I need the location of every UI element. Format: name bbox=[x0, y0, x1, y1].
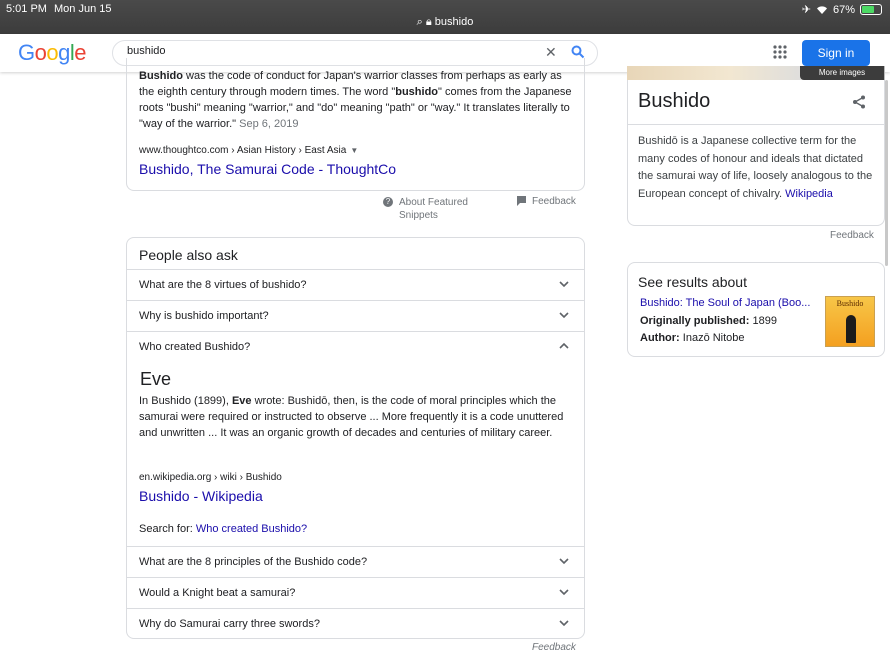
book-cover-image[interactable] bbox=[825, 296, 875, 347]
kp-description-text: Bushidō is a Japanese collective term for the many codes of honour and ideals that dictated the samurai way of life, loosely analogous to the European concept of chivalry. bbox=[638, 135, 873, 200]
scrollbar[interactable] bbox=[885, 80, 888, 266]
sign-in-button[interactable]: Sign in bbox=[802, 40, 870, 66]
paa-question-text: Would a Knight beat a samurai? bbox=[139, 587, 296, 599]
chevron-down-icon bbox=[558, 278, 570, 290]
paa-question-text: Who created Bushido? bbox=[139, 341, 251, 353]
snippet-text-part: was the code of conduct for Japan's warrior classes from perhaps as early as the eighth century through modern times. The word " bbox=[139, 70, 562, 98]
snippet-feedback-label: Feedback bbox=[532, 196, 576, 207]
logo-letter: o bbox=[34, 40, 47, 65]
paa-feedback[interactable]: Feedback bbox=[532, 642, 576, 653]
help-icon: ? bbox=[383, 197, 393, 207]
paa-answer-heading: Eve bbox=[140, 369, 172, 389]
chevron-down-icon bbox=[558, 586, 570, 598]
google-logo[interactable] bbox=[18, 40, 86, 66]
paa-question[interactable] bbox=[127, 608, 584, 639]
featured-snippet bbox=[126, 58, 585, 191]
author-value: Inazō Nitobe bbox=[679, 332, 745, 344]
chevron-down-icon bbox=[558, 555, 570, 567]
paa-title: People also ask bbox=[139, 247, 238, 263]
paa-question-expanded[interactable] bbox=[127, 331, 584, 362]
see-results-about bbox=[627, 262, 885, 357]
more-images-button[interactable]: More images bbox=[800, 66, 884, 80]
chevron-down-icon bbox=[558, 617, 570, 629]
battery-icon bbox=[860, 4, 882, 15]
published-value: 1899 bbox=[749, 315, 777, 327]
status-time: 5:01 PM bbox=[6, 3, 47, 15]
clear-icon[interactable]: ✕ bbox=[545, 44, 557, 60]
snippet-result-link[interactable]: Bushido, The Samurai Code - ThoughtCo bbox=[139, 161, 397, 177]
snippet-feedback[interactable] bbox=[517, 196, 576, 207]
url-text: bushido bbox=[434, 16, 474, 28]
snippet-text bbox=[139, 68, 579, 132]
logo-letter: e bbox=[74, 40, 87, 65]
snippet-cite[interactable] bbox=[139, 145, 358, 156]
paa-answer-link[interactable]: Bushido - Wikipedia bbox=[139, 488, 263, 504]
author-line bbox=[640, 332, 745, 344]
answer-body: wrote: Bushidō, then, is the code of moral principles which the samurai were required or instructed to observe ... More frequently it is a code unuttered and unwritten ... It was an organic growth of decades and centuries of military career. bbox=[139, 395, 564, 439]
paa-question[interactable] bbox=[127, 300, 584, 331]
logo-letter: l bbox=[69, 40, 75, 65]
divider bbox=[628, 124, 884, 125]
chevron-down-icon bbox=[558, 309, 570, 321]
snippet-term: Bushido bbox=[139, 70, 183, 82]
wikipedia-link[interactable]: Wikipedia bbox=[785, 187, 833, 200]
paa-question[interactable] bbox=[127, 269, 584, 300]
see-results-title: See results about bbox=[638, 274, 747, 290]
search-icon: ⌕ bbox=[416, 16, 423, 28]
status-icons bbox=[802, 3, 882, 16]
logo-letter: g bbox=[58, 40, 70, 65]
knowledge-panel-description bbox=[638, 133, 878, 203]
published-label: Originally published: bbox=[640, 315, 750, 327]
answer-bold: Eve bbox=[231, 395, 252, 407]
lock-icon: 🔒︎ bbox=[425, 16, 432, 28]
search-for-label: Search for: bbox=[139, 523, 196, 535]
apps-grid-icon[interactable] bbox=[773, 45, 787, 59]
status-date: Mon Jun 15 bbox=[54, 3, 112, 15]
knowledge-panel-feedback[interactable]: Feedback bbox=[830, 230, 874, 241]
search-for bbox=[139, 523, 307, 535]
status-bar bbox=[0, 0, 890, 34]
about-featured-snippets-label: About Featured Snippets bbox=[399, 197, 468, 221]
snippet-date: Sep 6, 2019 bbox=[239, 118, 299, 130]
url-bar[interactable] bbox=[0, 16, 890, 29]
search-for-link[interactable]: Who created Bushido? bbox=[195, 523, 308, 535]
paa-question[interactable] bbox=[127, 546, 584, 577]
logo-letter: o bbox=[46, 40, 59, 65]
snippet-bold-word: bushido bbox=[395, 86, 439, 98]
author-label: Author: bbox=[640, 332, 680, 344]
share-icon[interactable] bbox=[852, 95, 866, 109]
airplane-icon: ✈ bbox=[801, 4, 811, 16]
search-input[interactable] bbox=[127, 45, 527, 57]
paa-answer-text bbox=[139, 393, 579, 441]
chevron-up-icon bbox=[558, 340, 570, 352]
feedback-icon bbox=[517, 196, 526, 206]
people-also-ask bbox=[126, 237, 585, 639]
published-line bbox=[640, 315, 777, 327]
battery-percent: 67% bbox=[832, 3, 855, 16]
caret-down-icon[interactable]: ▼ bbox=[350, 146, 359, 155]
book-cover-title: Bushido bbox=[836, 299, 864, 308]
paa-question-text: What are the 8 principles of the Bushido code? bbox=[139, 556, 368, 568]
about-featured-snippets[interactable] bbox=[383, 196, 479, 222]
wifi-icon bbox=[816, 5, 828, 15]
book-cover-figure bbox=[846, 315, 856, 343]
knowledge-panel-title: Bushido bbox=[638, 90, 711, 112]
paa-question-text: Why is bushido important? bbox=[139, 310, 269, 322]
snippet-cite-text: www.thoughtco.com › Asian History › East Asia bbox=[139, 145, 347, 156]
paa-question[interactable] bbox=[127, 577, 584, 608]
answer-prefix: In Bushido (1899), bbox=[139, 395, 232, 407]
paa-answer-cite[interactable]: en.wikipedia.org › wiki › Bushido bbox=[139, 472, 282, 483]
paa-question-text: Why do Samurai carry three swords? bbox=[139, 618, 320, 630]
logo-letter: G bbox=[18, 40, 35, 65]
book-link[interactable]: Bushido: The Soul of Japan (Boo... bbox=[640, 297, 811, 309]
snippet-text-part: " comes from the Japanese roots "bushi" meaning "warrior," and "do" meaning "path" or "way." It translates literally to "way of the warrior." bbox=[139, 86, 572, 130]
knowledge-panel bbox=[627, 80, 885, 226]
paa-question-text: What are the 8 virtues of bushido? bbox=[139, 279, 307, 291]
search-icon[interactable] bbox=[571, 45, 585, 59]
